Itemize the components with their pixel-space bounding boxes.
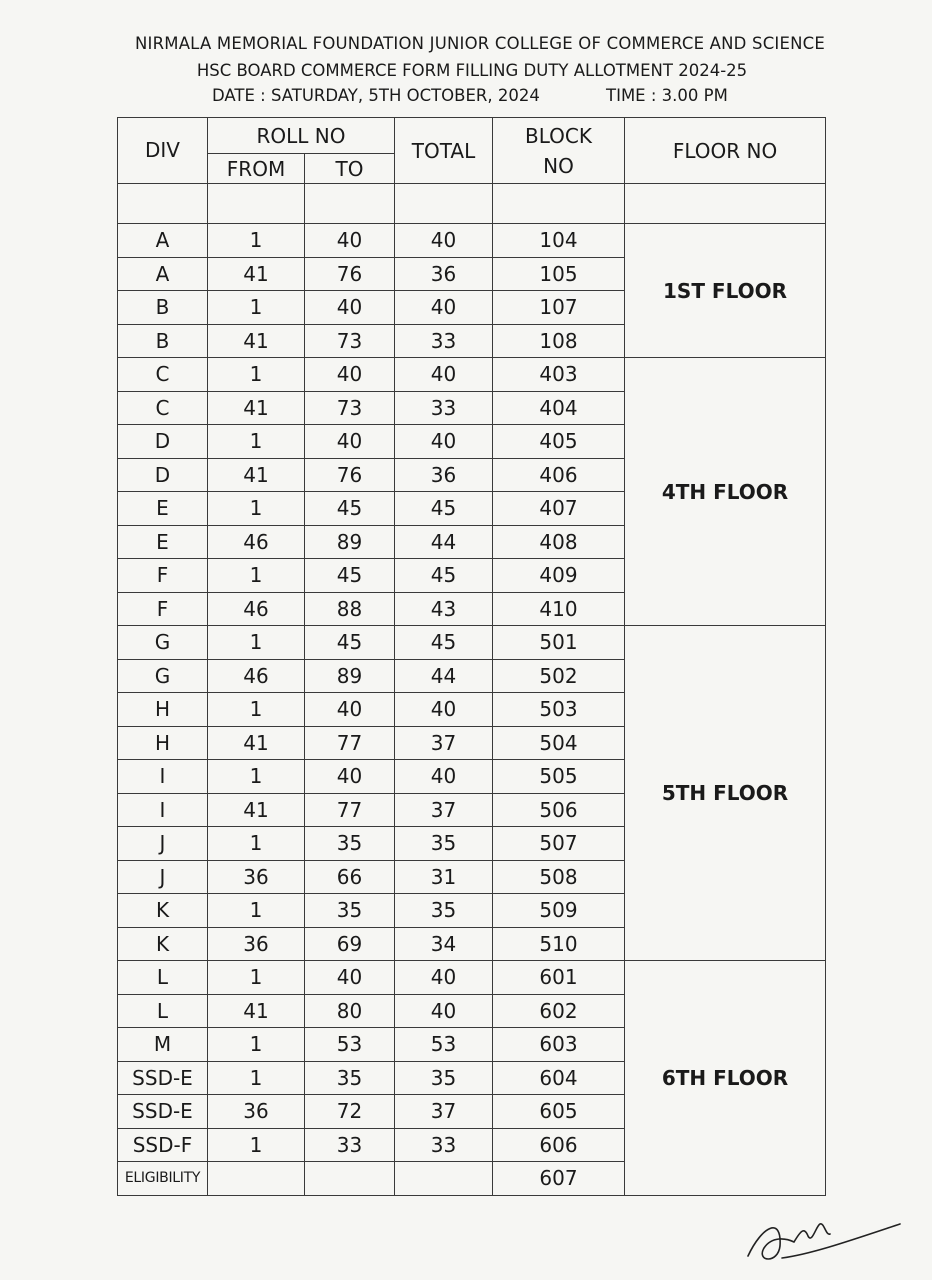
total-header: TOTAL [395, 118, 493, 184]
from-cell: 1 [208, 961, 305, 995]
from-cell: 1 [208, 693, 305, 727]
from-cell: 1 [208, 224, 305, 258]
div-cell: K [118, 927, 208, 961]
div-cell: C [118, 391, 208, 425]
from-cell: 36 [208, 927, 305, 961]
to-cell: 89 [305, 525, 395, 559]
block-cell: 410 [493, 592, 625, 626]
to-cell: 53 [305, 1028, 395, 1062]
floor-cell: 1ST FLOOR [625, 224, 826, 358]
from-cell: 41 [208, 391, 305, 425]
to-cell: 76 [305, 458, 395, 492]
total-cell: 40 [395, 358, 493, 392]
from-cell: 46 [208, 659, 305, 693]
block-cell: 502 [493, 659, 625, 693]
from-cell: 41 [208, 726, 305, 760]
total-cell: 40 [395, 224, 493, 258]
total-cell: 34 [395, 927, 493, 961]
total-cell: 44 [395, 659, 493, 693]
floor-cell: 5TH FLOOR [625, 626, 826, 961]
to-cell [305, 1162, 395, 1196]
div-cell: H [118, 726, 208, 760]
from-cell: 1 [208, 291, 305, 325]
to-cell: 80 [305, 994, 395, 1028]
block-cell: 506 [493, 793, 625, 827]
to-cell: 35 [305, 1061, 395, 1095]
div-cell: J [118, 860, 208, 894]
block-cell: 501 [493, 626, 625, 660]
to-header: TO [305, 154, 395, 184]
to-cell: 88 [305, 592, 395, 626]
from-cell: 41 [208, 458, 305, 492]
table-row [118, 961, 826, 995]
div-cell: G [118, 659, 208, 693]
total-cell: 31 [395, 860, 493, 894]
block-cell: 509 [493, 894, 625, 928]
blank-row [118, 184, 826, 224]
total-cell: 33 [395, 324, 493, 358]
blank-cell [208, 184, 305, 224]
total-cell: 40 [395, 961, 493, 995]
floor-cell: 4TH FLOOR [625, 358, 826, 626]
total-cell: 37 [395, 793, 493, 827]
block-cell: 508 [493, 860, 625, 894]
total-cell [395, 1162, 493, 1196]
to-cell: 73 [305, 391, 395, 425]
block-cell: 602 [493, 994, 625, 1028]
to-cell: 33 [305, 1128, 395, 1162]
blank-cell [118, 184, 208, 224]
from-cell: 1 [208, 1028, 305, 1062]
block-cell: 607 [493, 1162, 625, 1196]
table-row [118, 358, 826, 392]
block-no-header [493, 118, 625, 184]
total-cell: 35 [395, 827, 493, 861]
to-cell: 40 [305, 291, 395, 325]
div-cell: J [118, 827, 208, 861]
div-cell: L [118, 961, 208, 995]
to-cell: 35 [305, 894, 395, 928]
blank-cell [305, 184, 395, 224]
date-text: DATE : SATURDAY, 5TH OCTOBER, 2024 [212, 86, 540, 105]
block-cell: 108 [493, 324, 625, 358]
from-cell: 46 [208, 525, 305, 559]
from-cell: 1 [208, 358, 305, 392]
total-cell: 40 [395, 425, 493, 459]
to-cell: 66 [305, 860, 395, 894]
from-cell: 1 [208, 894, 305, 928]
to-cell: 72 [305, 1095, 395, 1129]
from-cell: 41 [208, 994, 305, 1028]
to-cell: 40 [305, 693, 395, 727]
total-cell: 45 [395, 559, 493, 593]
total-cell: 35 [395, 1061, 493, 1095]
block-cell: 504 [493, 726, 625, 760]
div-cell: L [118, 994, 208, 1028]
div-cell: F [118, 559, 208, 593]
div-cell: E [118, 525, 208, 559]
div-cell: F [118, 592, 208, 626]
from-cell: 1 [208, 1061, 305, 1095]
total-cell: 44 [395, 525, 493, 559]
block-cell: 107 [493, 291, 625, 325]
from-cell: 41 [208, 324, 305, 358]
total-cell: 40 [395, 994, 493, 1028]
block-cell: 105 [493, 257, 625, 291]
div-cell: B [118, 324, 208, 358]
total-cell: 35 [395, 894, 493, 928]
table-row [118, 224, 826, 258]
to-cell: 40 [305, 961, 395, 995]
block-cell: 405 [493, 425, 625, 459]
from-cell: 36 [208, 1095, 305, 1129]
div-cell: I [118, 760, 208, 794]
from-cell: 41 [208, 257, 305, 291]
to-cell: 69 [305, 927, 395, 961]
blank-cell [395, 184, 493, 224]
div-header: DIV [118, 118, 208, 184]
from-cell: 41 [208, 793, 305, 827]
floor-no-header: FLOOR NO [625, 118, 826, 184]
block-cell: 510 [493, 927, 625, 961]
total-cell: 53 [395, 1028, 493, 1062]
div-cell: B [118, 291, 208, 325]
div-cell: SSD-F [118, 1128, 208, 1162]
from-cell: 1 [208, 626, 305, 660]
div-cell: H [118, 693, 208, 727]
block-header-line2: NO [543, 153, 574, 178]
total-cell: 40 [395, 760, 493, 794]
div-cell: A [118, 224, 208, 258]
block-cell: 507 [493, 827, 625, 861]
to-cell: 40 [305, 358, 395, 392]
total-cell: 37 [395, 1095, 493, 1129]
total-cell: 45 [395, 492, 493, 526]
college-name: NIRMALA MEMORIAL FOUNDATION JUNIOR COLLEGE OF COMMERCE AND SCIENCE [134, 34, 826, 53]
to-cell: 89 [305, 659, 395, 693]
div-cell: C [118, 358, 208, 392]
div-cell: D [118, 458, 208, 492]
block-cell: 603 [493, 1028, 625, 1062]
block-header-line1: BLOCK [525, 123, 592, 148]
from-cell: 1 [208, 492, 305, 526]
div-cell: M [118, 1028, 208, 1062]
time-text: TIME : 3.00 PM [606, 86, 728, 105]
to-cell: 45 [305, 626, 395, 660]
div-cell: A [118, 257, 208, 291]
to-cell: 76 [305, 257, 395, 291]
document-title: HSC BOARD COMMERCE FORM FILLING DUTY ALLOTMENT 2024-25 [196, 61, 748, 80]
block-cell: 605 [493, 1095, 625, 1129]
floor-cell: 6TH FLOOR [625, 961, 826, 1196]
total-cell: 33 [395, 391, 493, 425]
signature-scribble [742, 1196, 902, 1276]
from-cell: 1 [208, 760, 305, 794]
total-cell: 45 [395, 626, 493, 660]
to-cell: 40 [305, 425, 395, 459]
from-cell: 46 [208, 592, 305, 626]
to-cell: 45 [305, 559, 395, 593]
total-cell: 36 [395, 458, 493, 492]
to-cell: 35 [305, 827, 395, 861]
total-cell: 40 [395, 693, 493, 727]
block-cell: 407 [493, 492, 625, 526]
to-cell: 40 [305, 760, 395, 794]
total-cell: 36 [395, 257, 493, 291]
to-cell: 40 [305, 224, 395, 258]
blank-cell [493, 184, 625, 224]
roll-no-header: ROLL NO [208, 118, 395, 154]
from-header: FROM [208, 154, 305, 184]
allotment-table [117, 117, 826, 1196]
div-cell: E [118, 492, 208, 526]
block-cell: 408 [493, 525, 625, 559]
from-cell: 1 [208, 827, 305, 861]
block-cell: 606 [493, 1128, 625, 1162]
total-cell: 37 [395, 726, 493, 760]
div-cell: K [118, 894, 208, 928]
div-cell: I [118, 793, 208, 827]
total-cell: 40 [395, 291, 493, 325]
to-cell: 77 [305, 793, 395, 827]
block-cell: 503 [493, 693, 625, 727]
block-cell: 104 [493, 224, 625, 258]
block-cell: 604 [493, 1061, 625, 1095]
to-cell: 45 [305, 492, 395, 526]
block-cell: 409 [493, 559, 625, 593]
table-row [118, 626, 826, 660]
from-cell: 1 [208, 559, 305, 593]
from-cell [208, 1162, 305, 1196]
block-cell: 404 [493, 391, 625, 425]
div-cell: SSD-E [118, 1095, 208, 1129]
to-cell: 77 [305, 726, 395, 760]
div-cell: D [118, 425, 208, 459]
div-cell: SSD-E [118, 1061, 208, 1095]
from-cell: 36 [208, 860, 305, 894]
blank-cell [625, 184, 826, 224]
block-cell: 403 [493, 358, 625, 392]
from-cell: 1 [208, 425, 305, 459]
total-cell: 43 [395, 592, 493, 626]
div-cell: G [118, 626, 208, 660]
total-cell: 33 [395, 1128, 493, 1162]
div-cell: ELIGIBILITY [118, 1162, 208, 1196]
to-cell: 73 [305, 324, 395, 358]
block-cell: 505 [493, 760, 625, 794]
block-cell: 406 [493, 458, 625, 492]
from-cell: 1 [208, 1128, 305, 1162]
block-cell: 601 [493, 961, 625, 995]
